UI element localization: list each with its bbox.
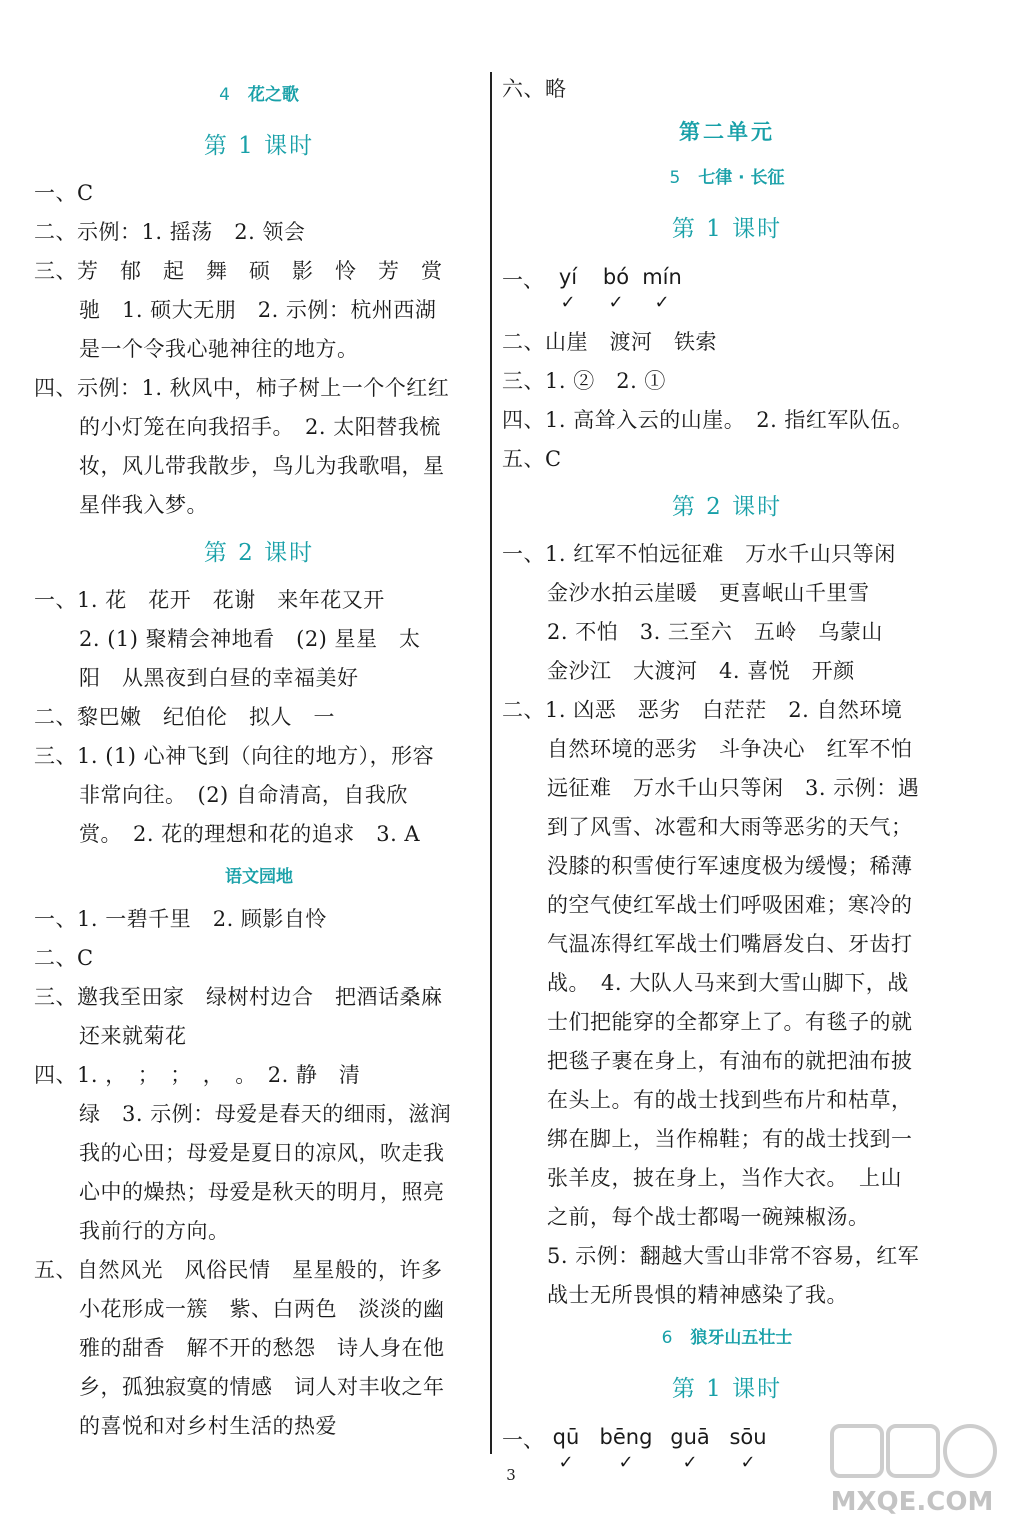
answer-line: 绿 3. 示例：母爱是春天的细雨，滋润 <box>79 1102 452 1126</box>
pinyin-item: bēng ✓ <box>594 1423 658 1473</box>
check-mark-icon: ✓ <box>618 1452 634 1473</box>
section-heading: 5 七律 · 长征 <box>669 168 785 188</box>
pinyin-item: guā ✓ <box>666 1423 714 1473</box>
section-heading: 6 狼牙山五壮士 <box>661 1328 793 1348</box>
pinyin-item: bó ✓ <box>594 263 638 313</box>
answer-line: 二、黎巴嫩 纪伯伦 拟人 一 <box>34 705 335 729</box>
check-mark-icon: ✓ <box>560 292 576 313</box>
answer-line: 是一个令我心驰神往的地方。 <box>79 337 359 361</box>
answer-line: 5. 示例：翻越大雪山非常不容易，红军 <box>547 1244 920 1268</box>
check-mark-icon: ✓ <box>654 292 670 313</box>
answer-line: 心中的燥热；母爱是秋天的明月，照亮 <box>79 1180 445 1204</box>
answer-line: 一、1. 红军不怕远征难 万水千山只等闲 <box>502 542 896 566</box>
left-column <box>34 70 484 1446</box>
pinyin-item: yí ✓ <box>548 263 588 313</box>
lesson-heading: 第 2 课时 <box>203 540 315 566</box>
answer-line: 金沙水拍云崖暖 更喜岷山千里雪 <box>547 581 870 605</box>
answer-line: 没膝的积雪使行军速度极为缓慢；稀薄 <box>547 854 913 878</box>
pinyin-item: mín ✓ <box>640 263 684 313</box>
answer-line: 三、邀我至田家 绿树村边合 把酒话桑麻 <box>34 985 443 1009</box>
answer-line: 四、示例：1. 秋风中，柿子树上一个个红红 <box>34 376 450 400</box>
answer-line: 到了风雪、冰雹和大雨等恶劣的天气； <box>547 815 913 839</box>
svg-text:MXQE.COM: MXQE.COM <box>830 1487 994 1517</box>
answer-line: 四、1. ， ； ； ， 。 2. 静 清 <box>34 1063 361 1087</box>
lesson-heading: 第 1 课时 <box>671 1376 783 1402</box>
answer-line: 2. (1) 聚精会神地看 (2) 星星 太 <box>79 627 421 651</box>
section-heading: 语文园地 <box>225 867 293 887</box>
answer-line: 我前行的方向。 <box>79 1219 230 1243</box>
pinyin-item: sōu ✓ <box>724 1423 772 1473</box>
answer-line: 雅的甜香 解不开的愁怨 诗人身在他 <box>79 1336 445 1360</box>
answer-line: 一、1. 一碧千里 2. 顾影自怜 <box>34 907 327 931</box>
answer-line: 三、1. (1) 心神飞到（向往的地方），形容 <box>34 744 435 768</box>
answer-line: 的空气使红军战士们呼吸困难；寒冷的 <box>547 893 913 917</box>
check-mark-icon: ✓ <box>740 1452 756 1473</box>
answer-line: 六、略 <box>502 77 567 101</box>
answer-line: 二、山崖 渡河 铁索 <box>502 330 717 354</box>
answer-line: 二、C <box>34 946 94 970</box>
pinyin-item: qū ✓ <box>544 1423 588 1473</box>
unit-heading: 第二单元 <box>679 120 775 144</box>
column-divider <box>490 72 492 1454</box>
check-mark-icon: ✓ <box>682 1452 698 1473</box>
answer-line: 一、C <box>34 181 94 205</box>
answer-line: 的喜悦和对乡村生活的热爱 <box>79 1414 337 1438</box>
answer-line: 一、1. 花 花开 花谢 来年花又开 <box>34 588 385 612</box>
answer-line: 五、C <box>502 447 562 471</box>
answer-line: 把毯子裹在身上，有油布的就把油布披 <box>547 1049 913 1073</box>
answer-line: 阳 从黑夜到白昼的幸福美好 <box>79 666 359 690</box>
answer-line: 战。 4. 大队人马来到大雪山脚下，战 <box>547 971 909 995</box>
watermark-logo <box>812 1418 1012 1528</box>
answer-line: 士们把能穿的全都穿上了。有毯子的就 <box>547 1010 913 1034</box>
answer-line: 驰 1. 硕大无朋 2. 示例：杭州西湖 <box>79 298 437 322</box>
answer-line: 二、1. 凶恶 恶劣 白茫茫 2. 自然环境 <box>502 698 903 722</box>
answer-line: 妆，风儿带我散步，鸟儿为我歌唱，星 <box>79 454 445 478</box>
answer-line: 星伴我入梦。 <box>79 493 208 517</box>
pinyin-answer-row: 一、 qū ✓ bēng ✓ guā ✓ sōu ✓ <box>502 1417 952 1483</box>
answer-line: 赏。 2. 花的理想和花的追求 3. A <box>79 822 421 846</box>
answer-line: 乡，孤独寂寞的情感 词人对丰收之年 <box>79 1375 445 1399</box>
answer-line: 三、芳 郁 起 舞 硕 影 怜 芳 赏 <box>34 259 443 283</box>
answer-line: 远征难 万水千山只等闲 3. 示例：遇 <box>547 776 920 800</box>
answer-line: 四、1. 高耸入云的山崖。 2. 指红军队伍。 <box>502 408 914 432</box>
answer-line: 自然环境的恶劣 斗争决心 红军不怕 <box>547 737 913 761</box>
answer-line: 2. 不怕 3. 三至六 五岭 乌蒙山 <box>547 620 883 644</box>
answer-line: 五、自然风光 风俗民情 星星般的，许多 <box>34 1258 443 1282</box>
answer-line: 还来就菊花 <box>79 1024 187 1048</box>
answer-line: 我的心田；母爱是夏日的凉风，吹走我 <box>79 1141 445 1165</box>
lesson-heading: 第 1 课时 <box>203 133 315 159</box>
answer-line: 的小灯笼在向我招手。 2. 太阳替我梳 <box>79 415 441 439</box>
answer-line: 三、1. ② 2. ① <box>502 369 666 393</box>
answer-line: 之前，每个战士都喝一碗辣椒汤。 <box>547 1205 870 1229</box>
pinyin-answer-row: 一、 yí ✓ bó ✓ mín ✓ <box>502 257 952 323</box>
answer-line: 金沙江 大渡河 4. 喜悦 开颜 <box>547 659 855 683</box>
check-mark-icon: ✓ <box>558 1452 574 1473</box>
answer-line: 绑在脚上，当作棉鞋；有的战士找到一 <box>547 1127 913 1151</box>
section-heading: 4 花之歌 <box>219 85 299 105</box>
answer-line: 张羊皮，披在身上，当作大衣。 上山 <box>547 1166 902 1190</box>
check-mark-icon: ✓ <box>608 292 624 313</box>
answer-line: 非常向往。 (2) 自命清高，自我欣 <box>79 783 408 807</box>
answer-line: 在头上。有的战士找到些布片和枯草， <box>547 1088 913 1112</box>
page-number: 3 <box>506 1466 516 1484</box>
lesson-heading: 第 2 课时 <box>671 494 783 520</box>
answer-line: 小花形成一簇 紫、白两色 淡淡的幽 <box>79 1297 445 1321</box>
answer-line: 战士无所畏惧的精神感染了我。 <box>547 1283 848 1307</box>
right-column <box>502 70 952 1483</box>
lesson-heading: 第 1 课时 <box>671 216 783 242</box>
answer-line: 气温冻得红军战士们嘴唇发白、牙齿打 <box>547 932 913 956</box>
answer-line: 二、示例：1. 摇荡 2. 领会 <box>34 220 306 244</box>
